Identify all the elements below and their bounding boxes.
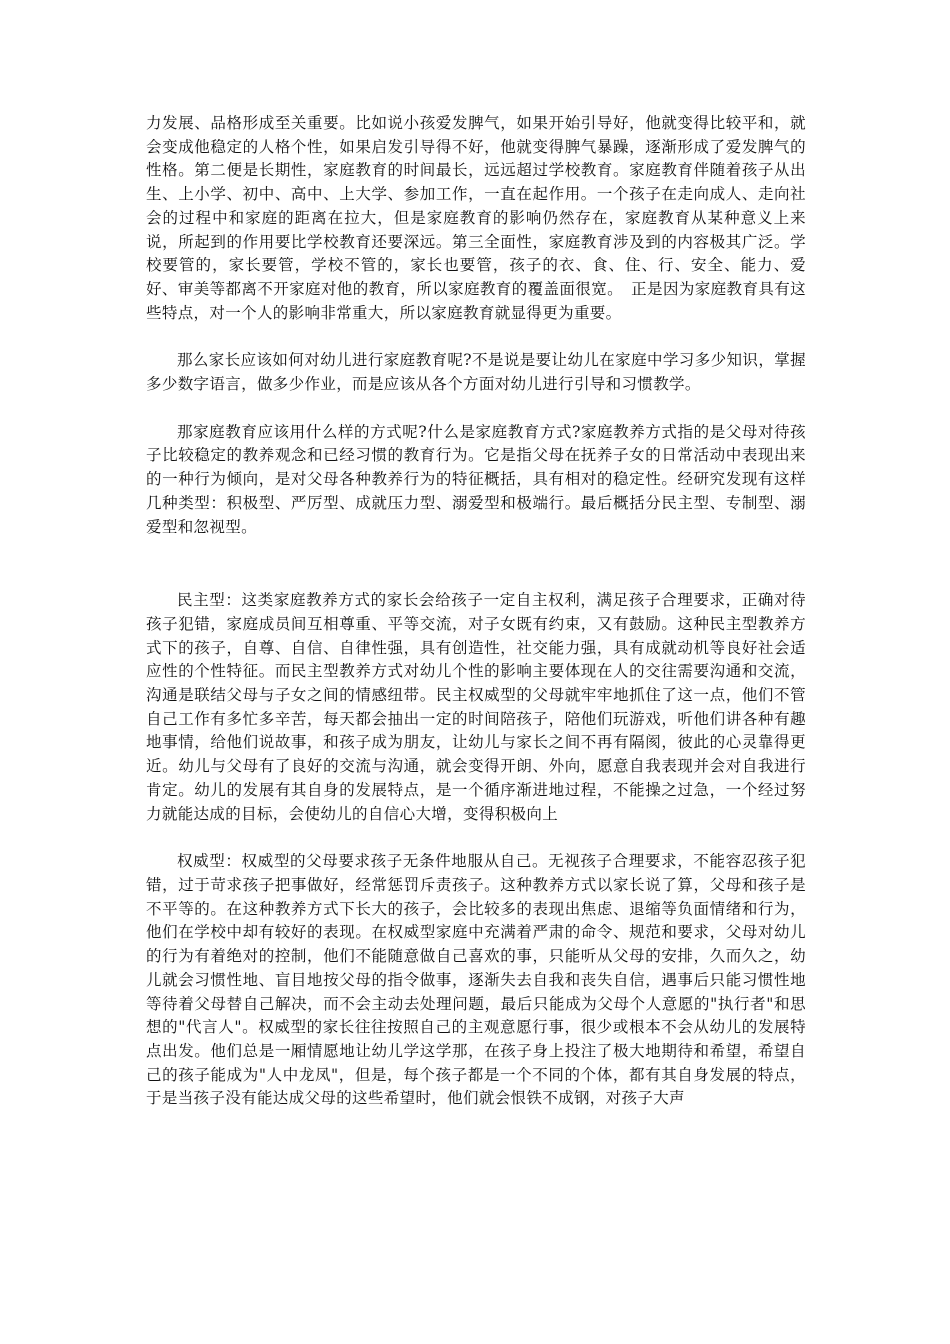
paragraph-parenting-styles: 那家庭教育应该用什么样的方式呢?什么是家庭教育方式?家庭教养方式指的是父母对待孩子比较稳定的教养观念和已经习惯的教育行为。它是指父母在抚养子女的日常活动中表现出来的一种行为倾向，是对父母各种教养行为的特征概括，具有相对的稳定性。经研究发现有这样几种类型：积极型、严厉型、成就压力型、溺爱型和极端行。最后概括分民主型、专制型、溺爱型和忽视型。 (146, 422, 806, 536)
paragraph-family-education-features: 力发展、品格形成至关重要。比如说小孩爱发脾气，如果开始引导好，他就变得比较平和，就会变成他稳定的人格个性，如果启发引导得不好，他就变得脾气暴躁，逐渐形成了爱发脾气的性格。第二便是长期性，家庭教育的时间最长，远远超过学校教育。家庭教育伴随着孩子从出生、上小学、初中、高中、上大学、参加工作，一直在起作用。一个孩子在走向成人、走向社会的过程中和家庭的距离在拉大，但是家庭教育的影响仍然存在，家庭教育从某种意义上来说，所起到的作用要比学校教育还要深远。第三全面性，家庭教育涉及到的内容极其广泛。学校要管的，家长要管，学校不管的，家长也要管，孩子的衣、食、住、行、安全、能力、爱好、审美等都离不开家庭对他的教育，所以家庭教育的覆盖面很宽。 正是因为家庭教育具有这些特点，对一个人的影响非常重大，所以家庭教育就显得更为重要。 (146, 114, 806, 322)
paragraph-authoritarian-type: 权威型：权威型的父母要求孩子无条件地服从自己。无视孩子合理要求，不能容忍孩子犯错，过于苛求孩子把事做好，经常惩罚斥责孩子。这种教养方式以家长说了算，父母和孩子是不平等的。在这种教养方式下长大的孩子，会比较多的表现出焦虑、退缩等负面情绪和行为，他们在学校中却有较好的表现。在权威型家庭中充满着严肃的命令、规范和要求，父母对幼儿的行为有着绝对的控制，他们不能随意做自己喜欢的事，只能听从父母的安排，久而久之，幼儿就会习惯性地、盲目地按父母的指令做事，逐渐失去自我和丧失自信，遇事后只能习惯性地等待着父母替自己解决，而不会主动去处理问题，最后只能成为父母个人意愿的"执行者"和思想的"代言人"。权威型的家长往往按照自己的主观意愿行事，很少或根本不会从幼儿的发展特点出发。他们总是一厢情愿地让幼儿学这学那，在孩子身上投注了极大地期待和希望，希望自己的孩子能成为"人中龙凤"，但是，每个孩子都是一个不同的个体，都有其自身发展的特点，于是当孩子没有能达成父母的这些希望时，他们就会恨铁不成钢，对孩子大声 (146, 852, 806, 1108)
paragraph-how-parents-educate: 那么家长应该如何对幼儿进行家庭教育呢?不是说是要让幼儿在家庭中学习多少知识，掌握多少数字语言，做多少作业，而是应该从各个方面对幼儿进行引导和习惯教学。 (146, 351, 806, 394)
document-body (146, 112, 806, 1111)
paragraph-democratic-type: 民主型：这类家庭教养方式的家长会给孩子一定自主权利，满足孩子合理要求，正确对待孩子犯错，家庭成员间互相尊重、平等交流，对子女既有约束，又有鼓励。这种民主型教养方式下的孩子，自尊、自信、自律性强，具有创造性，社交能力强，具有成就动机等良好社会适应性的个性特征。而民主型教养方式对幼儿个性的影响主要体现在人的交往需要沟通和交流，沟通是联结父母与子女之间的情感纽带。民主权威型的父母就牢牢地抓住了这一点，他们不管自己工作有多忙多辛苦，每天都会抽出一定的时间陪孩子，陪他们玩游戏，听他们讲各种有趣地事情，给他们说故事，和孩子成为朋友，让幼儿与家长之间不再有隔阂，彼此的心灵靠得更近。幼儿与父母有了良好的交流与沟通，就会变得开朗、外向，愿意自我表现并会对自我进行肯定。幼儿的发展有其自身的发展特点，是一个循序渐进地过程，不能操之过急，一个经过努力就能达成的目标，会使幼儿的自信心大增，变得积极向上 (146, 591, 806, 823)
